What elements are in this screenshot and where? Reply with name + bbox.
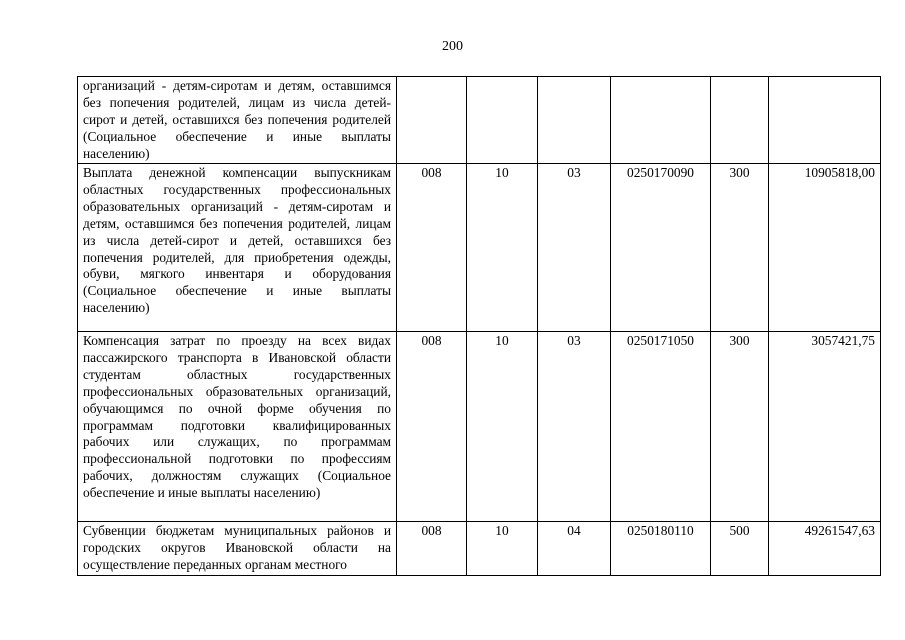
expense-type-code: 300 xyxy=(711,164,769,332)
row-description: Компенсация затрат по проезду на всех видах пассажирского транспорта в Ивановской области студентам областных государственных профессиональных образовательных организаций, обучающимся по очной форме обучения по программам подготовки квалифицированных рабочих или служащих, по программам профессиональной подготовки по профессиям рабочих, должностям служащих (Социальное обеспечение и иные выплаты населению) xyxy=(78,332,397,522)
expense-type-code xyxy=(711,77,769,164)
target-article-code xyxy=(611,77,711,164)
table-row xyxy=(78,164,881,332)
row-description: организаций - детям-сиротам и детям, оставшимся без попечения родителей, лицам из числа детей-сирот и детей, оставшихся без попечения родителей (Социальное обеспечение и иные выплаты населению) xyxy=(78,77,397,164)
amount: 49261547,63 xyxy=(769,522,881,576)
table-row xyxy=(78,522,881,576)
ministry-code: 008 xyxy=(397,332,467,522)
row-description: Выплата денежной компенсации выпускникам областных государственных профессиональных образовательных организаций - детям-сиротам и детям, оставшимся без попечения родителей, лицам из числа детей-сирот и детей, оставшихся без попечения родителей, для приобретения одежды, обуви, мягкого инвентаря и оборудования (Социальное обеспечение и иные выплаты населению) xyxy=(78,164,397,332)
target-article-code: 0250180110 xyxy=(611,522,711,576)
subsection-code xyxy=(538,77,611,164)
page-number: 200 xyxy=(442,39,463,54)
section-code xyxy=(467,77,538,164)
expense-type-code: 300 xyxy=(711,332,769,522)
section-code: 10 xyxy=(467,164,538,332)
ministry-code xyxy=(397,77,467,164)
subsection-code: 03 xyxy=(538,164,611,332)
target-article-code: 0250171050 xyxy=(611,332,711,522)
section-code: 10 xyxy=(467,522,538,576)
target-article-code: 0250170090 xyxy=(611,164,711,332)
ministry-code: 008 xyxy=(397,522,467,576)
subsection-code: 04 xyxy=(538,522,611,576)
ministry-code: 008 xyxy=(397,164,467,332)
row-description: Субвенции бюджетам муниципальных районов и городских округов Ивановской области на осуществление переданных органам местного xyxy=(78,522,397,576)
table-row xyxy=(78,77,881,164)
section-code: 10 xyxy=(467,332,538,522)
amount xyxy=(769,77,881,164)
amount: 3057421,75 xyxy=(769,332,881,522)
expense-type-code: 500 xyxy=(711,522,769,576)
amount: 10905818,00 xyxy=(769,164,881,332)
budget-table xyxy=(77,76,881,576)
subsection-code: 03 xyxy=(538,332,611,522)
table-row xyxy=(78,332,881,522)
